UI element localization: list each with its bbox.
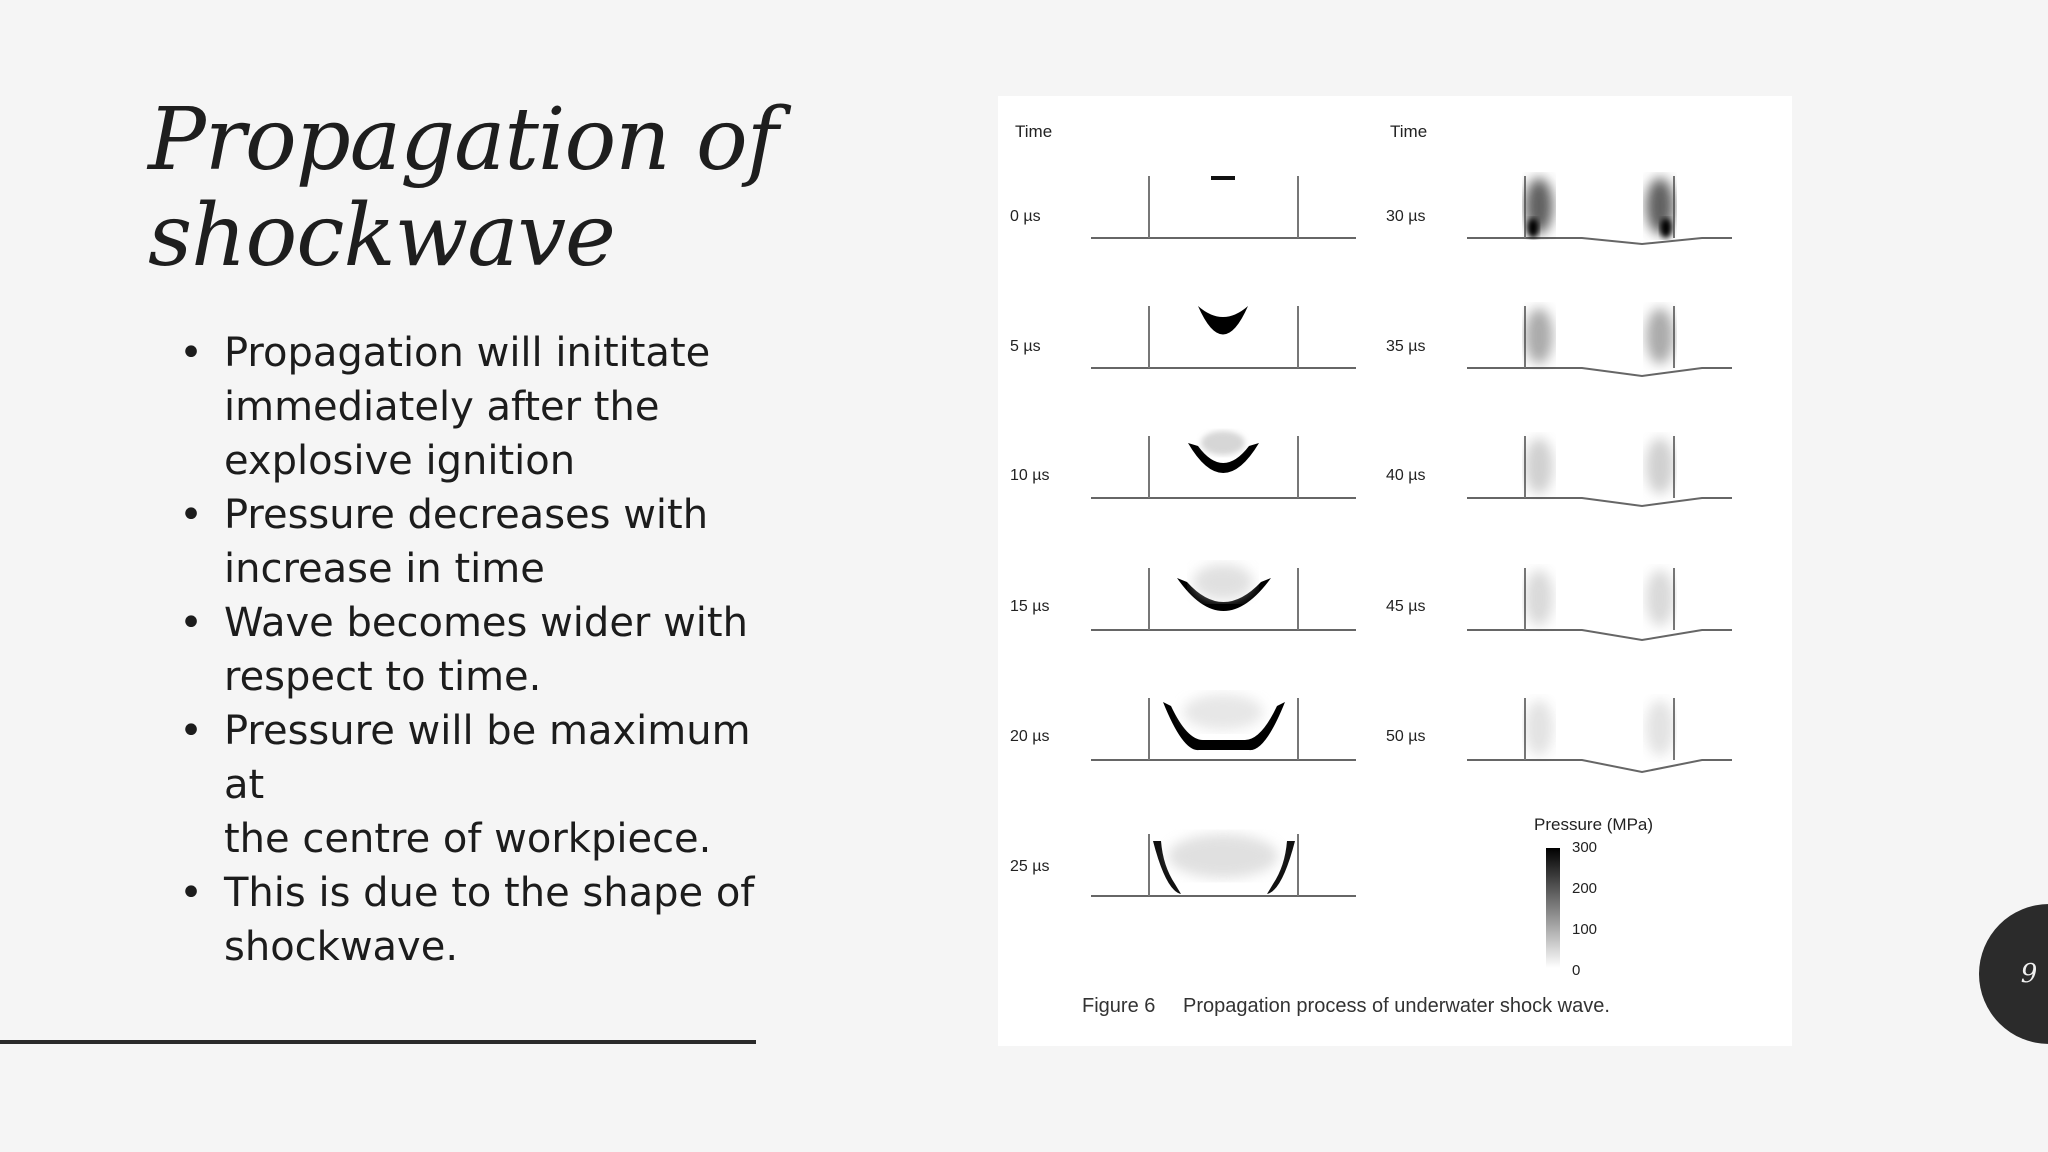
figure-caption-text: Propagation process of underwater shock wave. — [1183, 995, 1610, 1017]
time-label: 15 µs — [1010, 598, 1050, 615]
time-header-right: Time — [1390, 122, 1428, 141]
page-number-badge — [1979, 904, 2048, 1044]
bullet-line: This is due to the shape of — [224, 870, 755, 916]
pressure-colorbar — [1546, 848, 1560, 968]
time-label: 45 µs — [1386, 598, 1426, 615]
pressure-haze — [1525, 438, 1553, 494]
bullet-line: immediately after the — [224, 384, 660, 430]
workpiece-line — [1467, 368, 1732, 376]
bullet-line: Propagation will inititate — [224, 330, 711, 376]
shockwave-front — [1198, 306, 1248, 335]
slide-title — [148, 92, 848, 284]
time-label: 25 µs — [1010, 858, 1050, 875]
time-label: 50 µs — [1386, 728, 1426, 745]
bullet-line: respect to time. — [224, 654, 542, 700]
pressure-haze — [1646, 308, 1674, 364]
time-header-left: Time — [1015, 122, 1053, 141]
shockwave-front — [1660, 218, 1672, 238]
legend-tick: 100 — [1572, 921, 1598, 938]
time-label: 30 µs — [1386, 208, 1426, 225]
legend-tick: 200 — [1572, 880, 1598, 897]
bullet-item — [176, 704, 776, 866]
bullet-dot: • — [179, 330, 203, 376]
workpiece-line — [1467, 498, 1732, 506]
bullet-item — [176, 866, 776, 974]
page-number: 9 — [2020, 959, 2038, 989]
workpiece-line — [1467, 238, 1732, 244]
bullet-dot: • — [179, 708, 203, 754]
shockwave-front — [1527, 218, 1539, 238]
bullet-line: Pressure will be maximum at — [224, 708, 751, 808]
legend-title: Pressure (MPa) — [1534, 815, 1654, 834]
bullet-list — [176, 326, 776, 974]
figure-caption-label: Figure 6 — [1082, 995, 1156, 1017]
figure-image — [998, 96, 1792, 1046]
pressure-haze — [1646, 570, 1674, 626]
bullet-line: increase in time — [224, 546, 545, 592]
legend-tick: 0 — [1572, 962, 1581, 979]
pressure-haze — [1525, 570, 1553, 626]
time-label: 5 µs — [1010, 338, 1041, 355]
bullet-item — [176, 326, 776, 488]
pressure-haze — [1646, 700, 1674, 756]
charge-mark — [1211, 176, 1235, 180]
footer-divider — [0, 1040, 756, 1044]
time-label: 40 µs — [1386, 467, 1426, 484]
pressure-haze — [1525, 308, 1553, 364]
time-label: 35 µs — [1386, 338, 1426, 355]
bullet-item — [176, 488, 776, 596]
workpiece-line — [1467, 630, 1732, 640]
pressure-haze — [1193, 564, 1253, 600]
bullet-line: explosive ignition — [224, 438, 576, 484]
bullet-line: Pressure decreases with — [224, 492, 709, 538]
bullet-dot: • — [179, 492, 203, 538]
legend-tick: 300 — [1572, 839, 1598, 856]
bullet-dot: • — [179, 870, 203, 916]
pressure-haze — [1168, 834, 1278, 878]
pressure-haze — [1646, 438, 1674, 494]
title-line-2: shockwave — [148, 186, 615, 286]
time-label: 20 µs — [1010, 728, 1050, 745]
pressure-haze — [1183, 694, 1263, 730]
title-line-1: Propagation of — [148, 90, 778, 190]
workpiece-line — [1467, 760, 1732, 772]
bullet-line: Wave becomes wider with — [224, 600, 748, 646]
time-label: 10 µs — [1010, 467, 1050, 484]
bullet-dot: • — [179, 600, 203, 646]
pressure-haze — [1201, 431, 1245, 455]
bullet-item — [176, 596, 776, 704]
time-label: 0 µs — [1010, 208, 1041, 225]
snapshot-panels — [1091, 176, 1732, 896]
bullet-line: the centre of workpiece. — [224, 816, 712, 862]
pressure-haze — [1525, 700, 1553, 756]
bullet-line: shockwave. — [224, 924, 459, 970]
shockwave-figure — [998, 96, 1792, 1046]
